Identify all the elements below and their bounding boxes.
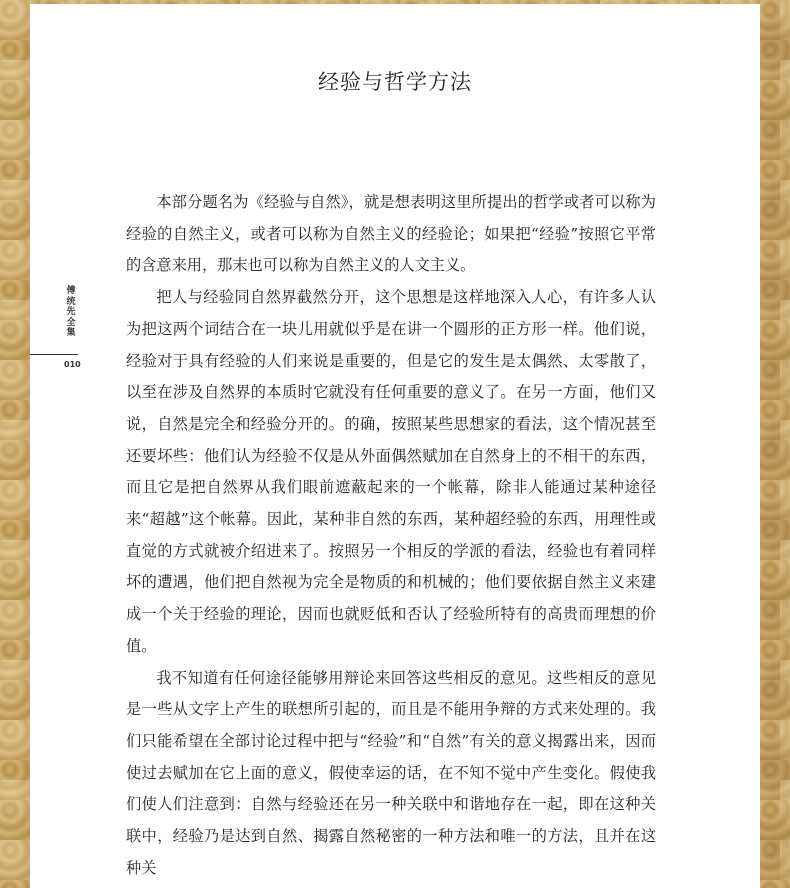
- side-marker: [30, 286, 81, 369]
- side-divider: [30, 354, 78, 355]
- chapter-title: 经验与哲学方法: [318, 70, 472, 94]
- paragraph: 我不知道有任何途径能够用辩论来回答这些相反的意见。这些相反的意见是一些从文字上产生的联想所引起的，而且是不能用争辩的方式来处理的。我们只能希望在全部讨论过程中把与“经验”和“自然”有关的意义揭露出来，因而使过去赋加在它上面的意义，假使幸运的话，在不知不觉中产生变化。假使我们使人们注意到：自然与经验还在另一种关联中和谐地存在一起，即在这种关联中，经验乃是达到自然、揭露自然秘密的一种方法和唯一的方法，且并在这种关: [126, 668, 656, 877]
- body-text: [126, 187, 656, 884]
- page-number: 010: [64, 360, 81, 369]
- paragraph: 把人与经验同自然界截然分开，这个思想是这样地深入人心，有许多人认为把这两个词结合在一块儿用就似乎是在讲一个圆形的正方形一样。他们说，经验对于具有经验的人们来说是重要的，但是它的发生是太偶然、太零散了，以至在涉及自然界的本质时它就没有任何重要的意义了。在另一方面，他们又说，自然是完全和经验分开的。的确，按照某些思想家的看法，这个情况甚至还要坏些：他们认为经验不仅是从外面偶然赋加在自然身上的不相干的东西，而且它是把自然界从我们眼前遮蔽起来的一个帐幕，除非人能通过某种途径来“超越”这个帐幕。因此，某种非自然的东西，某种超经验的东西，用理性或直觉的方式就被介绍进来了。按照另一个相反的学派的看法，经验也有着同样坏的遭遇，他们把自然视为完全是物质的和机械的；他们要依据自然主义来建成一个关于经验的理论，因而也就贬低和否认了经验所特有的高贵而理想的价值。: [126, 288, 656, 655]
- paragraph: 本部分题名为《经验与自然》，就是想表明这里所提出的哲学或者可以称为经验的自然主义，或者可以称为自然主义的经验论；如果把“经验”按照它平常的含意来用，那末也可以称为自然主义的人文主义。: [126, 193, 656, 275]
- book-page: [30, 4, 760, 888]
- series-name: 傅统先全集: [66, 286, 76, 338]
